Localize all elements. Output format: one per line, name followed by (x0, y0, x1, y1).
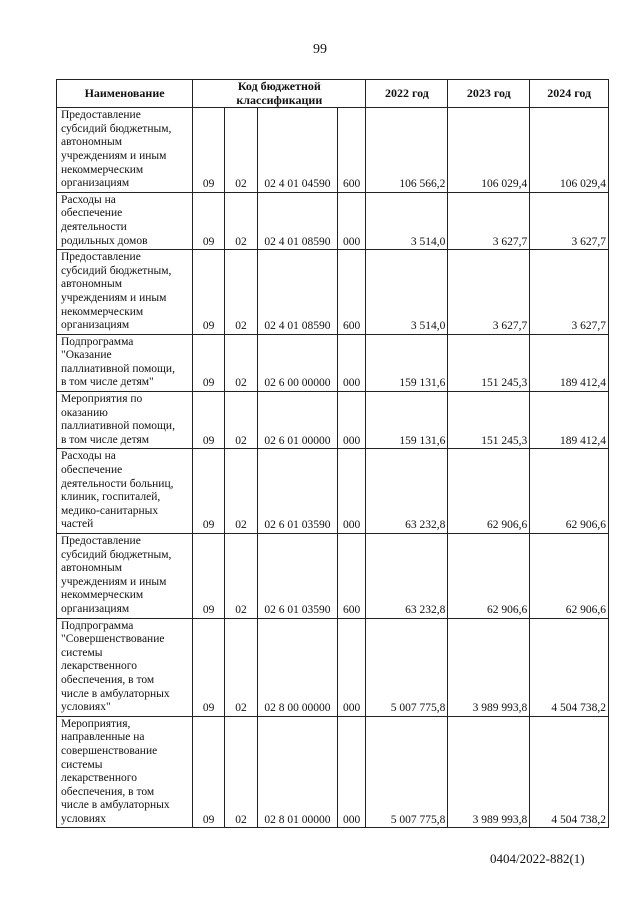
amount-2023: 62 906,6 (448, 449, 530, 534)
header-year-2023: 2023 год (448, 80, 530, 108)
section-code: 09 (193, 716, 225, 828)
budget-table (56, 79, 609, 828)
row-name: Предоставление субсидий бюджетным, автономным учреждениям и иным некоммерческим организациям (57, 534, 193, 619)
amount-2024: 62 906,6 (530, 534, 609, 619)
row-name: Подпрограмма "Совершенствование системы лекарственного обеспечения, в том числе в амбулаторных условиях" (57, 618, 193, 716)
table-row (57, 534, 609, 619)
subsection-code: 02 (225, 449, 258, 534)
table-row (57, 618, 609, 716)
target-article-code: 02 6 00 00000 (258, 334, 338, 391)
header-name: Наименование (57, 80, 193, 108)
target-article-code: 02 4 01 08590 (258, 192, 338, 249)
subsection-code: 02 (225, 334, 258, 391)
amount-2022: 3 514,0 (366, 250, 448, 335)
target-article-code: 02 6 01 00000 (258, 392, 338, 449)
target-article-code: 02 8 00 00000 (258, 618, 338, 716)
expense-type-code: 000 (337, 716, 366, 828)
table-row (57, 192, 609, 249)
amount-2022: 63 232,8 (366, 534, 448, 619)
amount-2023: 3 989 993,8 (448, 716, 530, 828)
target-article-code: 02 6 01 03590 (258, 534, 338, 619)
subsection-code: 02 (225, 618, 258, 716)
subsection-code: 02 (225, 192, 258, 249)
row-name: Мероприятия по оказанию паллиативной помощи, в том числе детям (57, 392, 193, 449)
row-name: Подпрограмма "Оказание паллиативной помощи, в том числе детям" (57, 334, 193, 391)
expense-type-code: 600 (337, 534, 366, 619)
target-article-code: 02 6 01 03590 (258, 449, 338, 534)
amount-2023: 3 627,7 (448, 250, 530, 335)
expense-type-code: 600 (337, 250, 366, 335)
amount-2022: 159 131,6 (366, 334, 448, 391)
amount-2024: 4 504 738,2 (530, 716, 609, 828)
section-code: 09 (193, 534, 225, 619)
amount-2024: 106 029,4 (530, 108, 609, 193)
target-article-code: 02 4 01 04590 (258, 108, 338, 193)
amount-2022: 63 232,8 (366, 449, 448, 534)
row-name: Расходы на обеспечение деятельности больниц, клиник, госпиталей, медико-санитарных частей (57, 449, 193, 534)
target-article-code: 02 4 01 08590 (258, 250, 338, 335)
amount-2024: 189 412,4 (530, 392, 609, 449)
section-code: 09 (193, 334, 225, 391)
header-row (57, 80, 609, 108)
header-budget-code: Код бюджетной классификации (193, 80, 366, 108)
row-name: Предоставление субсидий бюджетным, автономным учреждениям и иным некоммерческим организациям (57, 108, 193, 193)
subsection-code: 02 (225, 250, 258, 335)
table-row (57, 108, 609, 193)
subsection-code: 02 (225, 392, 258, 449)
amount-2022: 5 007 775,8 (366, 716, 448, 828)
target-article-code: 02 8 01 00000 (258, 716, 338, 828)
expense-type-code: 000 (337, 618, 366, 716)
table-row (57, 449, 609, 534)
section-code: 09 (193, 250, 225, 335)
amount-2022: 159 131,6 (366, 392, 448, 449)
table-row (57, 250, 609, 335)
section-code: 09 (193, 392, 225, 449)
amount-2024: 4 504 738,2 (530, 618, 609, 716)
document-code: 0404/2022-882(1) (490, 851, 585, 866)
amount-2024: 3 627,7 (530, 250, 609, 335)
section-code: 09 (193, 108, 225, 193)
expense-type-code: 000 (337, 449, 366, 534)
section-code: 09 (193, 192, 225, 249)
expense-type-code: 000 (337, 334, 366, 391)
expense-type-code: 000 (337, 392, 366, 449)
section-code: 09 (193, 618, 225, 716)
header-year-2022: 2022 год (366, 80, 448, 108)
amount-2023: 151 245,3 (448, 334, 530, 391)
amount-2024: 62 906,6 (530, 449, 609, 534)
header-year-2024: 2024 год (530, 80, 609, 108)
amount-2024: 3 627,7 (530, 192, 609, 249)
page-number: 99 (313, 42, 327, 57)
table-row (57, 334, 609, 391)
subsection-code: 02 (225, 534, 258, 619)
amount-2023: 106 029,4 (448, 108, 530, 193)
amount-2023: 62 906,6 (448, 534, 530, 619)
amount-2022: 3 514,0 (366, 192, 448, 249)
table-row (57, 392, 609, 449)
subsection-code: 02 (225, 716, 258, 828)
section-code: 09 (193, 449, 225, 534)
table-row (57, 716, 609, 828)
subsection-code: 02 (225, 108, 258, 193)
expense-type-code: 000 (337, 192, 366, 249)
row-name: Расходы на обеспечение деятельности родильных домов (57, 192, 193, 249)
row-name: Мероприятия, направленные на совершенствование системы лекарственного обеспечения, в том числе в амбулаторных условиях (57, 716, 193, 828)
amount-2023: 3 627,7 (448, 192, 530, 249)
amount-2023: 3 989 993,8 (448, 618, 530, 716)
amount-2022: 106 566,2 (366, 108, 448, 193)
amount-2024: 189 412,4 (530, 334, 609, 391)
amount-2023: 151 245,3 (448, 392, 530, 449)
row-name: Предоставление субсидий бюджетным, автономным учреждениям и иным некоммерческим организациям (57, 250, 193, 335)
amount-2022: 5 007 775,8 (366, 618, 448, 716)
expense-type-code: 600 (337, 108, 366, 193)
